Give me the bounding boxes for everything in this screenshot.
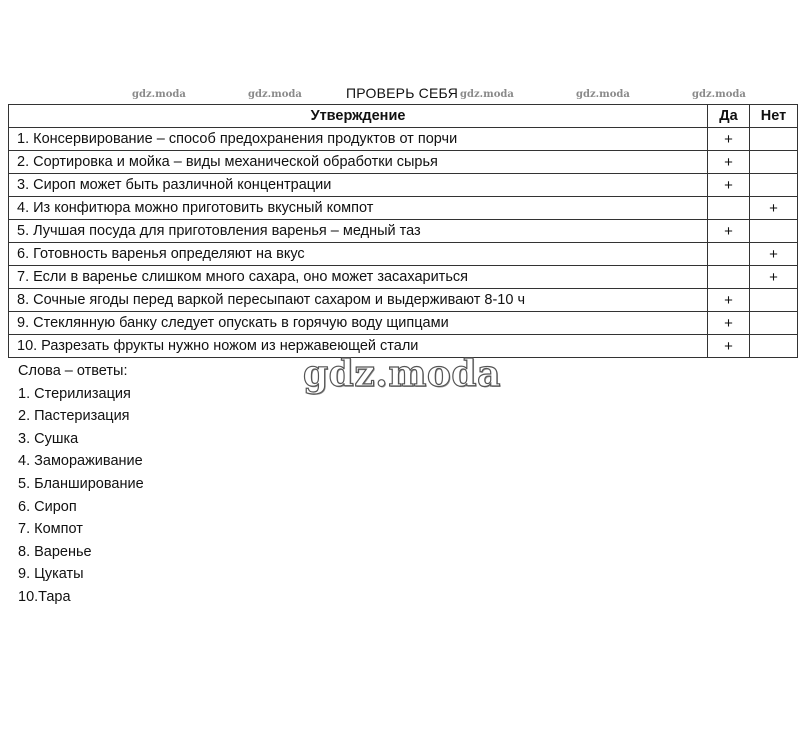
statement-cell: 5. Лучшая посуда для приготовления варенья – медный таз [9, 220, 708, 243]
table-row [9, 266, 798, 289]
list-item: 9. Цукаты [18, 566, 84, 583]
statement-cell: 2. Сортировка и мойка – виды механической обработки сырья [9, 151, 708, 174]
statement-cell: 6. Готовность варенья определяют на вкус [9, 243, 708, 266]
list-item: 1. Стерилизация [18, 385, 131, 402]
no-cell: + [750, 197, 798, 220]
list-item: 10.Тара [18, 588, 71, 605]
yes-cell: + [708, 128, 750, 151]
table-row [9, 289, 798, 312]
statement-cell: 1. Консервирование – способ предохранения продуктов от порчи [9, 128, 708, 151]
watermark-text: gdz.moda [248, 89, 302, 100]
yes-cell: + [708, 220, 750, 243]
answer-words-label: Слова – ответы: [18, 363, 128, 379]
yes-cell: + [708, 174, 750, 197]
watermark-text: gdz.moda [692, 89, 746, 100]
list-item: 2. Пастеризация [18, 408, 130, 425]
no-cell [750, 151, 798, 174]
list-item: 6. Сироп [18, 498, 77, 515]
statement-cell: 8. Сочные ягоды перед варкой пересыпают сахаром и выдерживают 8-10 ч [9, 289, 708, 312]
list-item: 4. Замораживание [18, 453, 143, 470]
quiz-table [8, 104, 798, 358]
watermark-text: gdz.moda [132, 89, 186, 100]
yes-cell [708, 266, 750, 289]
no-cell [750, 312, 798, 335]
header-yes: Да [708, 105, 750, 128]
no-cell [750, 220, 798, 243]
no-cell: + [750, 243, 798, 266]
no-cell [750, 128, 798, 151]
statement-cell: 9. Стеклянную банку следует опускать в горячую воду щипцами [9, 312, 708, 335]
table-row [9, 220, 798, 243]
table-row [9, 128, 798, 151]
answer-words-list [18, 360, 144, 609]
table-row [9, 243, 798, 266]
yes-cell: + [708, 312, 750, 335]
table-row [9, 174, 798, 197]
list-item: 8. Варенье [18, 543, 92, 560]
header-statement: Утверждение [9, 105, 708, 128]
statement-cell: 10. Разрезать фрукты нужно ножом из нержавеющей стали [9, 335, 708, 358]
header-no: Нет [750, 105, 798, 128]
statement-cell: 7. Если в варенье слишком много сахара, оно может засахариться [9, 266, 708, 289]
statement-cell: 4. Из конфитюра можно приготовить вкусный компот [9, 197, 708, 220]
yes-cell: + [708, 151, 750, 174]
yes-cell [708, 243, 750, 266]
no-cell [750, 289, 798, 312]
watermark-logo: gdz.moda [303, 353, 501, 395]
yes-cell: + [708, 289, 750, 312]
list-item: 5. Бланширование [18, 475, 144, 492]
list-item: 7. Компот [18, 521, 83, 538]
yes-cell [708, 197, 750, 220]
page-title: ПРОВЕРЬ СЕБЯ [346, 85, 459, 101]
watermark-text: gdz.moda [460, 89, 514, 100]
no-cell [750, 335, 798, 358]
watermark-text: gdz.moda [576, 89, 630, 100]
list-item: 3. Сушка [18, 430, 79, 447]
table-row [9, 151, 798, 174]
table-header-row [9, 105, 798, 128]
no-cell: + [750, 266, 798, 289]
table-row [9, 197, 798, 220]
yes-cell: + [708, 335, 750, 358]
no-cell [750, 174, 798, 197]
statement-cell: 3. Сироп может быть различной концентрации [9, 174, 708, 197]
table-row [9, 312, 798, 335]
